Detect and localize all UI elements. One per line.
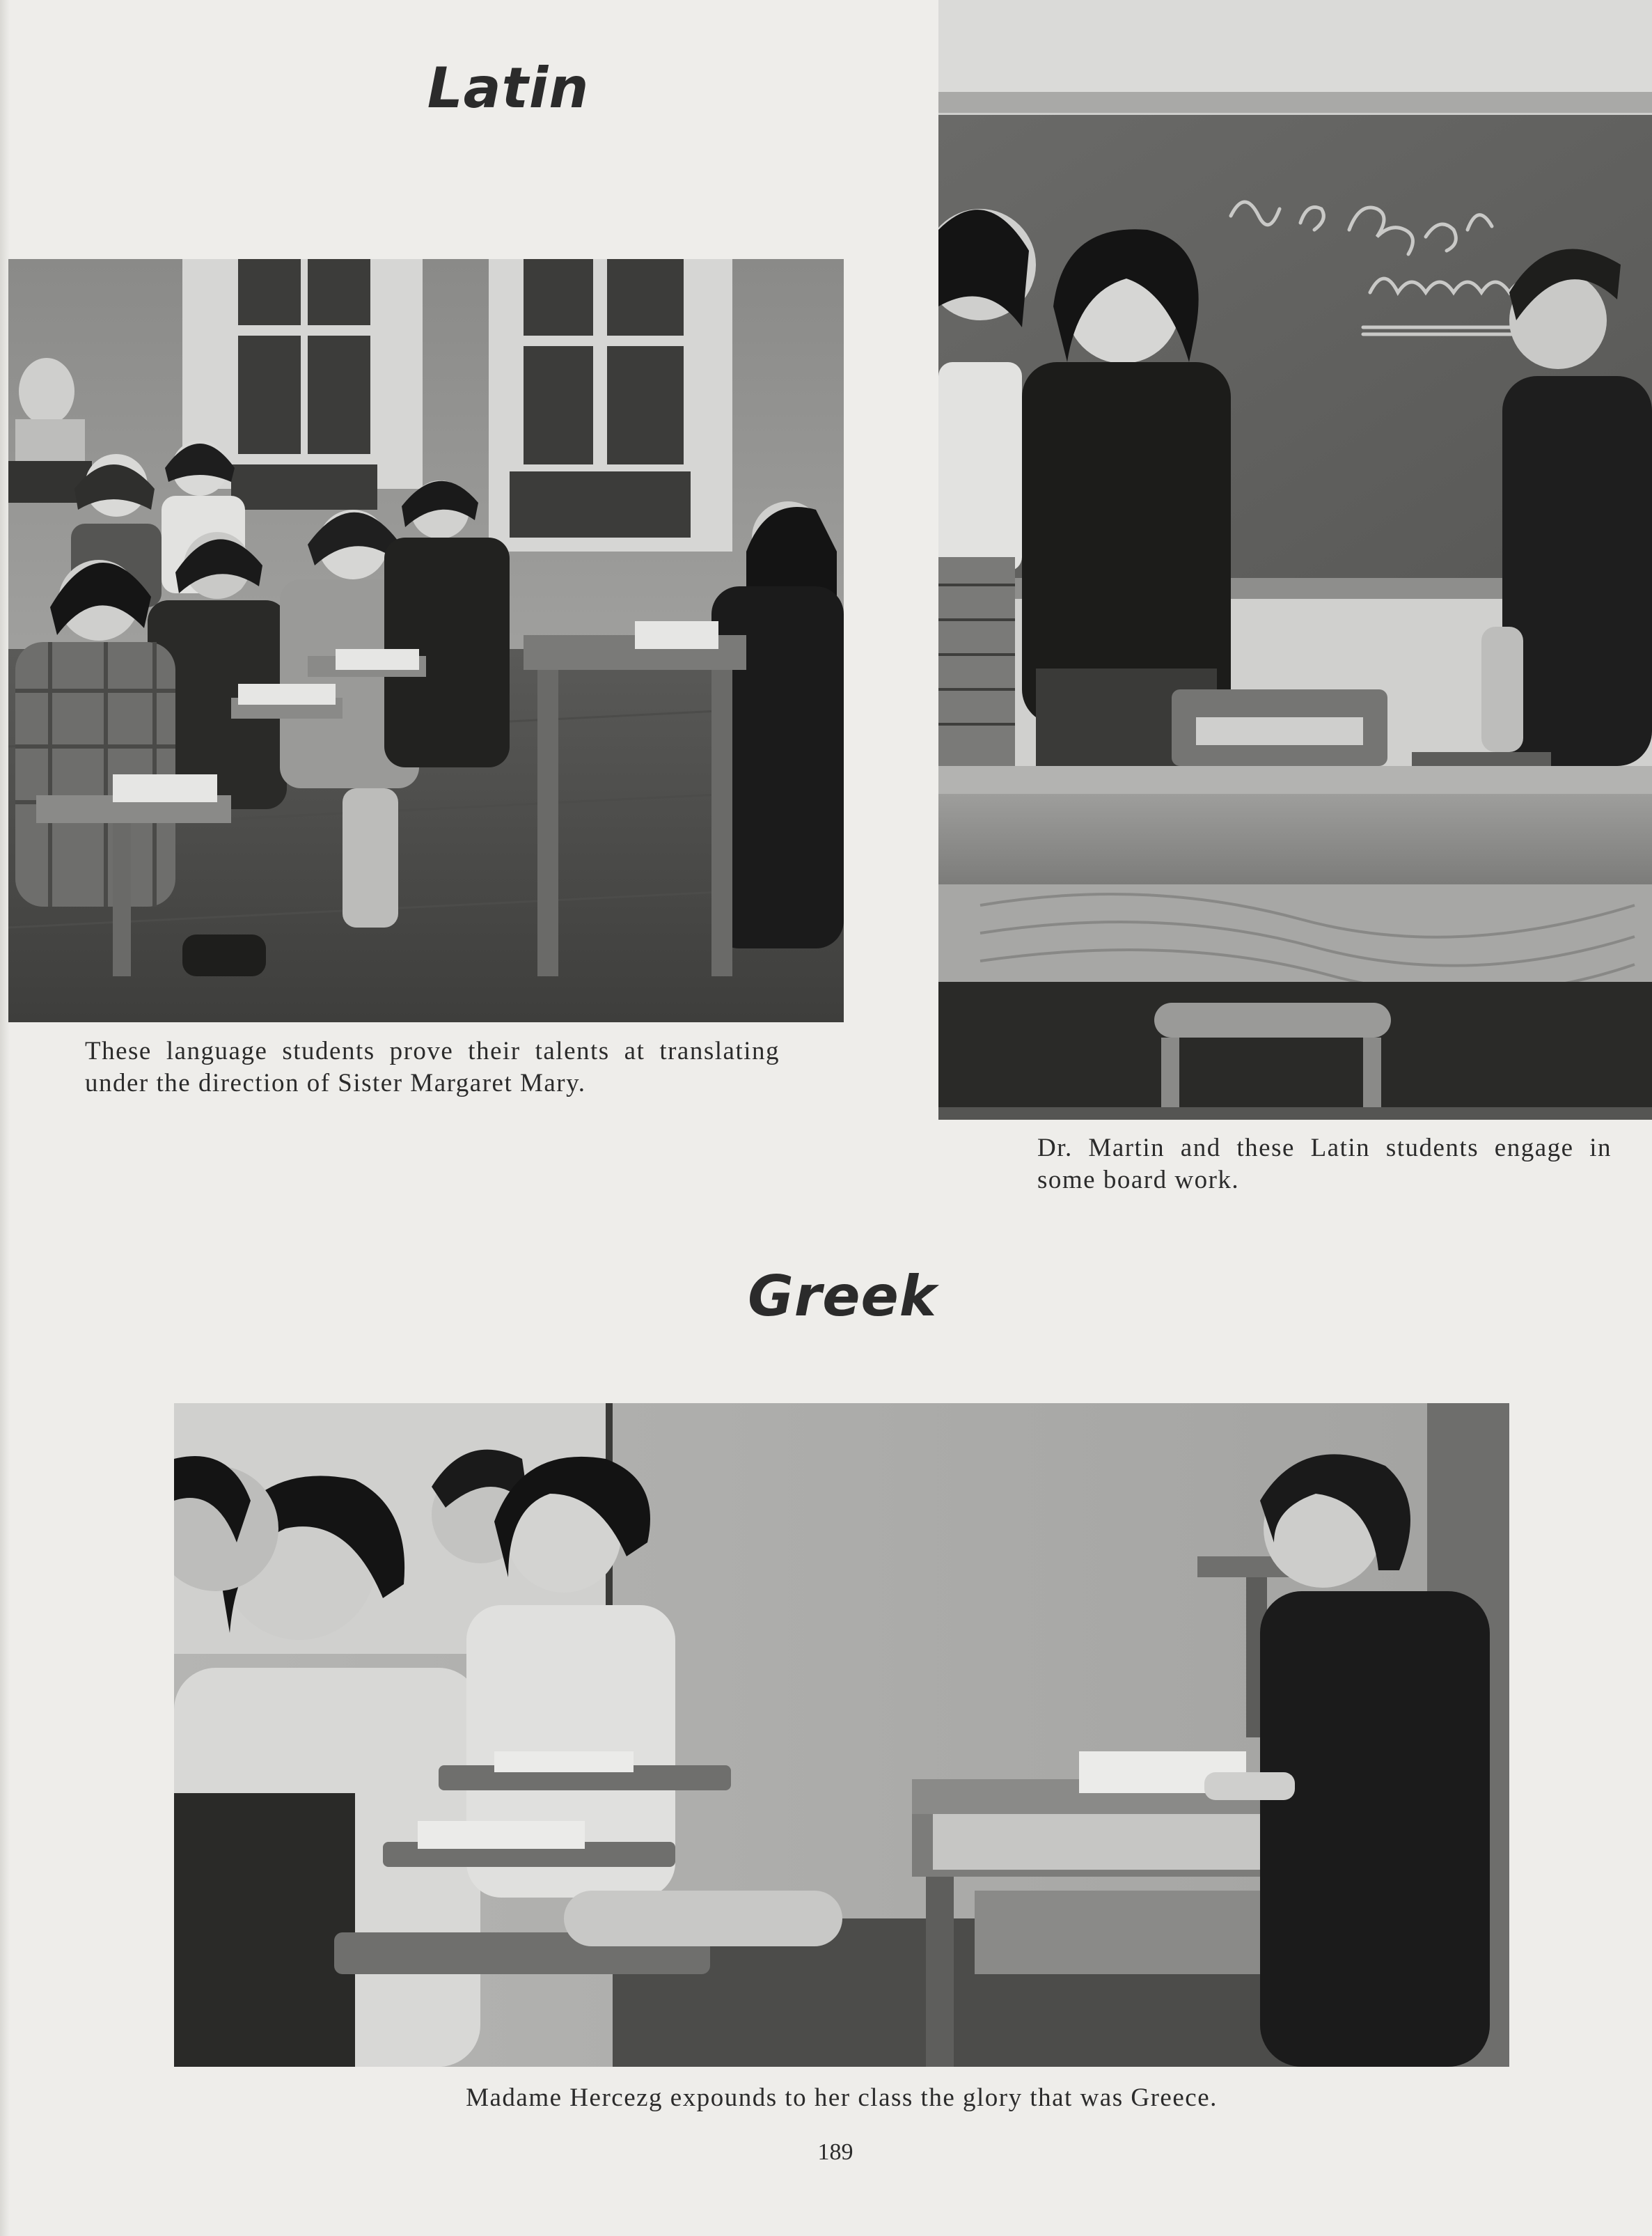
latin-heading: Latin (427, 56, 590, 120)
caption-line: These language students prove their talents at translating (85, 1037, 780, 1065)
greek-class-caption (174, 2082, 1509, 2114)
page-number: 189 (817, 2139, 853, 2165)
greek-class-photo (174, 1403, 1509, 2067)
greek-heading: Greek (748, 1264, 937, 1329)
latin-board-work-photo (938, 0, 1652, 1120)
latin-class-photo (8, 259, 844, 1022)
caption-line: Dr. Martin and these Latin students engage in (1037, 1134, 1612, 1162)
latin-class-caption (85, 1035, 780, 1100)
latin-board-caption (1037, 1132, 1612, 1196)
caption-line: Madame Hercezg expounds to her class the glory that was Greece. (466, 2083, 1218, 2112)
caption-line: some board work. (1037, 1166, 1240, 1194)
caption-line: under the direction of Sister Margaret Mary. (85, 1069, 586, 1097)
